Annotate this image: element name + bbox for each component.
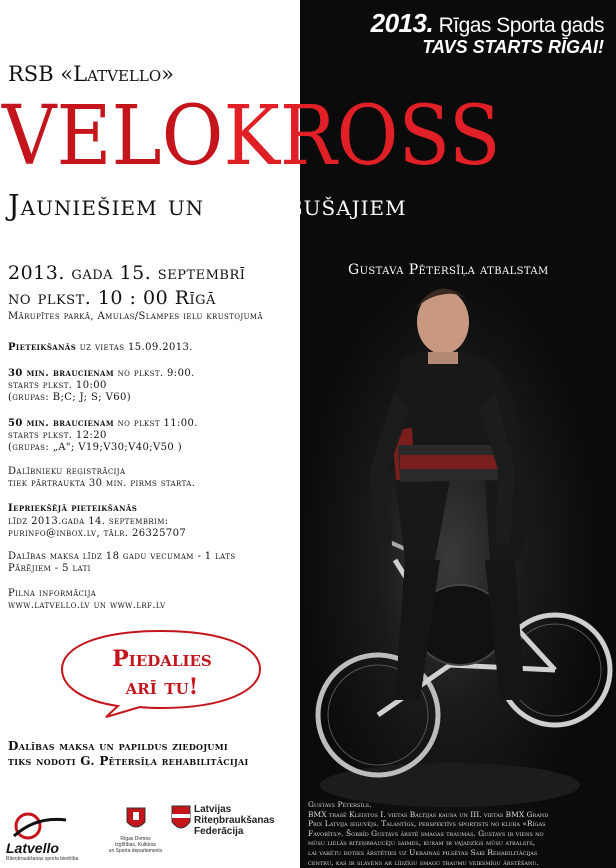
riga-line1: Rīgas Domes [120,836,151,842]
fee-1: Dalības maksa līdz 18 gadu vecumam - 1 lats [8,551,236,562]
race30-label: 30 min. braucienam [8,368,115,379]
date-line1: 2013. gada 15. septembrī [8,262,246,284]
registration-close-2: tiek pārtraukta 30 min. pirms starta. [8,478,196,489]
headline-part2: KROSS [223,89,501,184]
riga-line3: un Sporta departaments [108,848,163,854]
donation-2: tiks nodoti G. Pētersīļa rehabilitācijai [8,754,249,768]
pre-registration-contact: purinfo@inbox.lv, tālr. 26325707 [8,528,187,539]
donation-1: Dalības maksa un papildus ziedojumi [8,739,228,753]
registration-text: uz vietas 15.09.2013. [76,342,193,353]
latvello-name: Latvello [6,840,59,856]
riga-crest-icon [125,806,147,832]
caption-line: BMX trasē Kleistos I. vietas Baltijas kausa un III. vietas BMX Grand [308,809,549,819]
latvello-logo [6,810,86,860]
registration-close-1: Dalībnieku reģistrācija [8,466,126,477]
caption-line: Prix Latvija ieguvējs. Talantīgs, perspektīvs sportists no kluba «Rīgas [308,819,546,829]
support-text: Gustava Pētersīļa atbalstam [348,262,549,278]
subtitle-part2: pieaugušajiem [214,188,407,222]
subtitle [8,188,407,222]
race30-groups: (grupas: B;C; J; S; V60) [8,392,132,403]
location: Mārupītes parkā, Amulas/Slampes ielu krustojumā [8,311,263,322]
race50-time: no plkst 11:00. [114,418,198,429]
riga-logo [108,806,163,862]
caption-line: lai varētu doties ārstēties uz Ukrainas pilsētas Saki Rehabilitācijas [308,847,538,857]
event-year: 2013. [370,8,434,38]
race50-label: 50 min. braucienam [8,418,115,429]
race30 [8,368,195,380]
event-banner [304,8,604,58]
pre-registration-label [8,503,137,515]
sponsor-logos [6,800,296,862]
organizer: RSB «Latvello» [8,62,174,86]
info-links: www.latvello.lv un www.lrf.lv [8,600,166,611]
riga-line2: Izglītības, Kultūras [114,842,157,848]
lrf-line1: Latvijas [194,804,232,815]
race50-groups: (grupas: „A"; V19;V30;V40;V50 ) [8,442,183,453]
registration-label: Pieteikšanās [8,342,77,353]
lrf-text [194,804,275,837]
subtitle-part1: Jauniešiem un [8,188,215,222]
lrf-logo [170,804,296,860]
bubble-line2: arī tu! [125,674,199,700]
date-line2: no plkst. 10 : 00 Rīgā [8,287,216,309]
race30-time: no plkst. 9:00. [114,368,195,379]
headline [2,89,501,184]
caption-line: centru, kas ir slavens ar līdzīgu smagu traumu veiksmīgu ārstēšanu. [308,857,539,867]
headline-part1: VELO [2,89,224,184]
pre-registration-1: līdz 2013.gada 14. septembrim: [8,516,169,527]
bubble-line1: Piedalies [112,646,212,672]
caption-line: mūsu lielās riteņbraucēju saimes, kuram ir vajadzīgs mūsu atbalsts, [308,838,536,848]
fee-2: Pārējiem - 5 lati [8,563,91,574]
bubble-text [62,645,262,701]
caption-name: Gustavs Pētersīls. [308,800,372,809]
event-title: Rīgas Sporta gads [438,14,604,37]
race50-start: starts plkst. 12:20 [8,430,107,441]
photo-caption [308,800,608,867]
info-label: Pilna informācija [8,588,97,599]
latvello-sub: Riteņbraukšanas sporta biedrība [6,856,79,862]
race50 [8,418,198,430]
lrf-crest-icon [170,804,192,834]
lrf-line2: Riteņbraukšanas [194,815,275,826]
caption-line: Favorīts». Šobrīd Gustavs ārstē smagas traumas. Gustavs ir viens no [308,828,544,838]
registration [8,342,193,354]
latvello-mark-icon [6,810,86,842]
lrf-line3: Federācija [194,826,244,837]
race30-start: starts plkst. 10:00 [8,380,107,391]
pre-registration-label-text: Iepriekšējā pieteikšanās [8,503,138,514]
event-slogan: TAVS STARTS RĪGAI! [422,37,604,57]
